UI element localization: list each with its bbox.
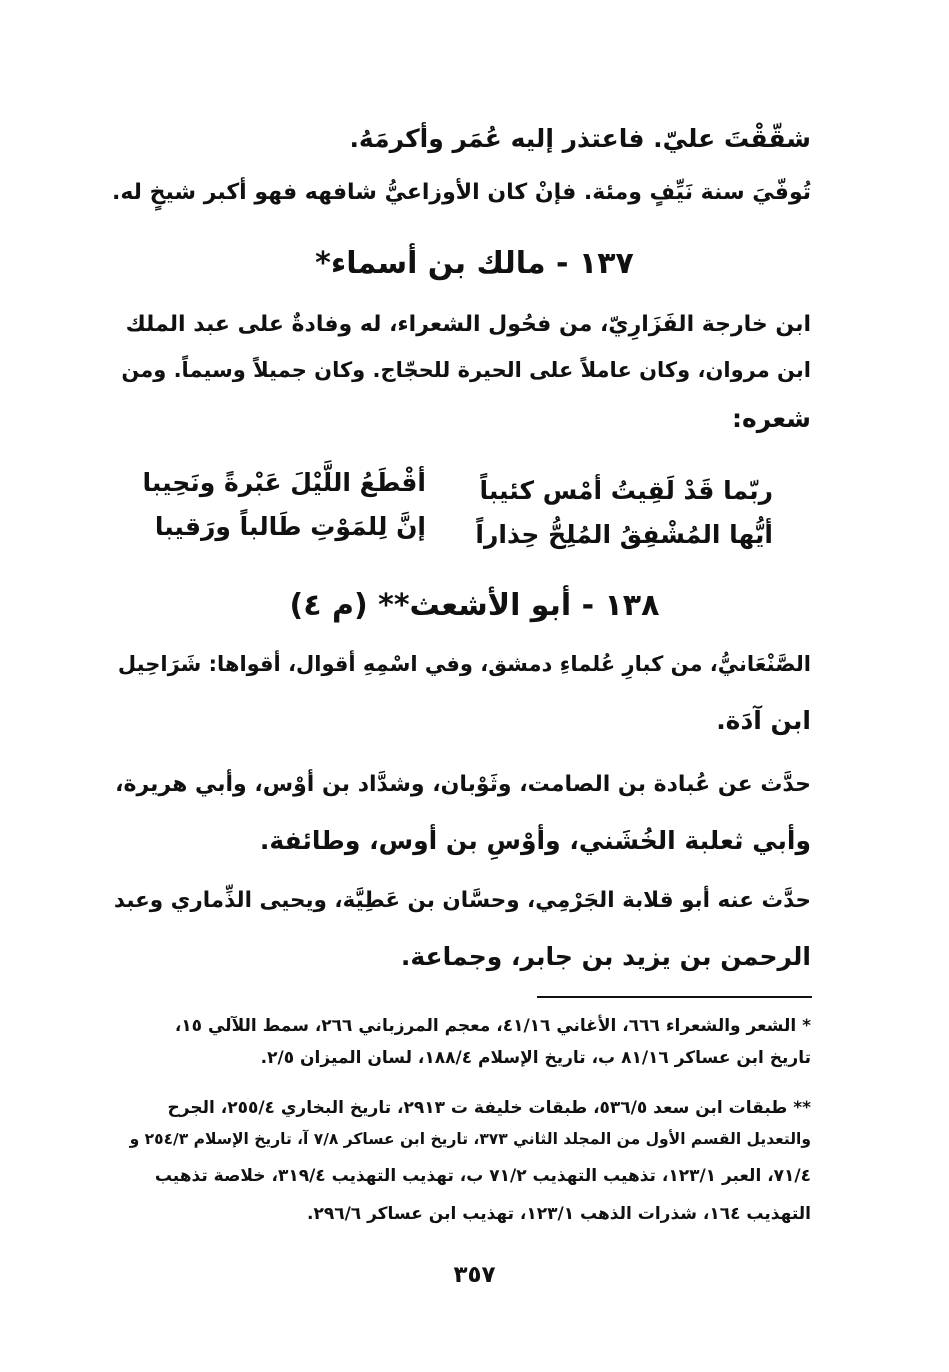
- entry-138-p3-line-1: حدَّث عنه أبو قلابة الجَرْمِي، وحسَّان بن عَطِيَّة، ويحيى الذِّماري وعبد: [113, 888, 811, 913]
- footnote-2-line-3: ٧١/٤، العبر ١٢٣/١، تذهيب التهذيب ٧١/٢ ب، تهذيب التهذيب ٣١٩/٤، خلاصة تذهيب: [154, 1166, 811, 1186]
- entry-138-p2-line-2: وأبي ثعلبة الخُشَني، وأوْسِ بن أوس، وطائفة.: [259, 826, 811, 855]
- entry-138-p2-line-1: حدَّث عن عُبادة بن الصامت، وثَوْبان، وشدَّاد بن أوْس، وأبي هريرة،: [115, 772, 811, 797]
- footnote-1-line-2: تاريخ ابن عساكر ٨١/١٦ ب، تاريخ الإسلام ١٨٨/٤، لسان الميزان ٢/٥.: [260, 1048, 811, 1068]
- continuation-line-1: شقّقْتَ عليّ. فاعتذر إليه عُمَر وأكرمَهُ.: [349, 124, 811, 153]
- verse-2-second-hemistich: إنَّ لِلمَوْتِ طَالباً ورَقيبا: [154, 512, 426, 541]
- footnote-1-line-1: * الشعر والشعراء ٦٦٦، الأغاني ٤١/١٦، معجم المرزباني ٢٦٦، سمط اللآلي ١٥،: [174, 1016, 811, 1036]
- entry-137-heading: ١٣٧ - مالك بن أسماء*: [315, 246, 634, 281]
- entry-138-p3-line-2: الرحمن بن يزيد بن جابر، وجماعة.: [400, 942, 811, 971]
- page-number: ٣٥٧: [453, 1262, 496, 1288]
- footnote-2-line-1: ** طبقات ابن سعد ٥٣٦/٥، طبقات خليفة ت ٢٩١٣، تاريخ البخاري ٢٥٥/٤، الجرح: [167, 1098, 811, 1118]
- footnote-2-line-2: والتعديل القسم الأول من المجلد الثاني ٣٧٣، تاريخ ابن عساكر ٧/٨ آ، تاريخ الإسلام ٢٥٤/٣ و: [129, 1130, 811, 1148]
- footnote-separator: [537, 996, 812, 998]
- entry-138-heading: ١٣٨ - أبو الأشعث** (م ٤): [289, 588, 660, 623]
- verse-1-second-hemistich: أقْطَعُ اللَّيْلَ عَبْرةً ونَحِيبا: [142, 468, 426, 497]
- entry-137-line-1: ابن خارجة الفَزَارِيّ، من فحُول الشعراء، له وفادةٌ على عبد الملك: [125, 312, 811, 337]
- entry-138-p1-line-2: ابن آدَة.: [716, 706, 811, 735]
- entry-138-p1-line-1: الصَّنْعَانيُّ، من كبارِ عُلماءِ دمشق، وفي اسْمِهِ أقوال، أقواها: شَرَاحِيل: [117, 652, 811, 676]
- footnote-2-line-4: التهذيب ١٦٤، شذرات الذهب ١٢٣/١، تهذيب ابن عساكر ٢٩٦/٦.: [306, 1204, 811, 1224]
- entry-137-line-3: شعره:: [731, 404, 811, 433]
- verse-2-first-hemistich: أيُّها المُشْفِقُ المُلِحُّ حِذاراً: [475, 520, 773, 549]
- verse-1-first-hemistich: ربّما قَدْ لَقِيتُ أمْس كئيباً: [479, 476, 773, 505]
- continuation-line-2: تُوفّيَ سنة نَيِّفٍ ومئة. فإنْ كان الأوزاعيُّ شافهه فهو أكبر شيخٍ له.: [111, 180, 811, 205]
- entry-137-line-2: ابن مروان، وكان عاملاً على الحيرة للحجّاج. وكان جميلاً وسيماً. ومن: [121, 358, 811, 382]
